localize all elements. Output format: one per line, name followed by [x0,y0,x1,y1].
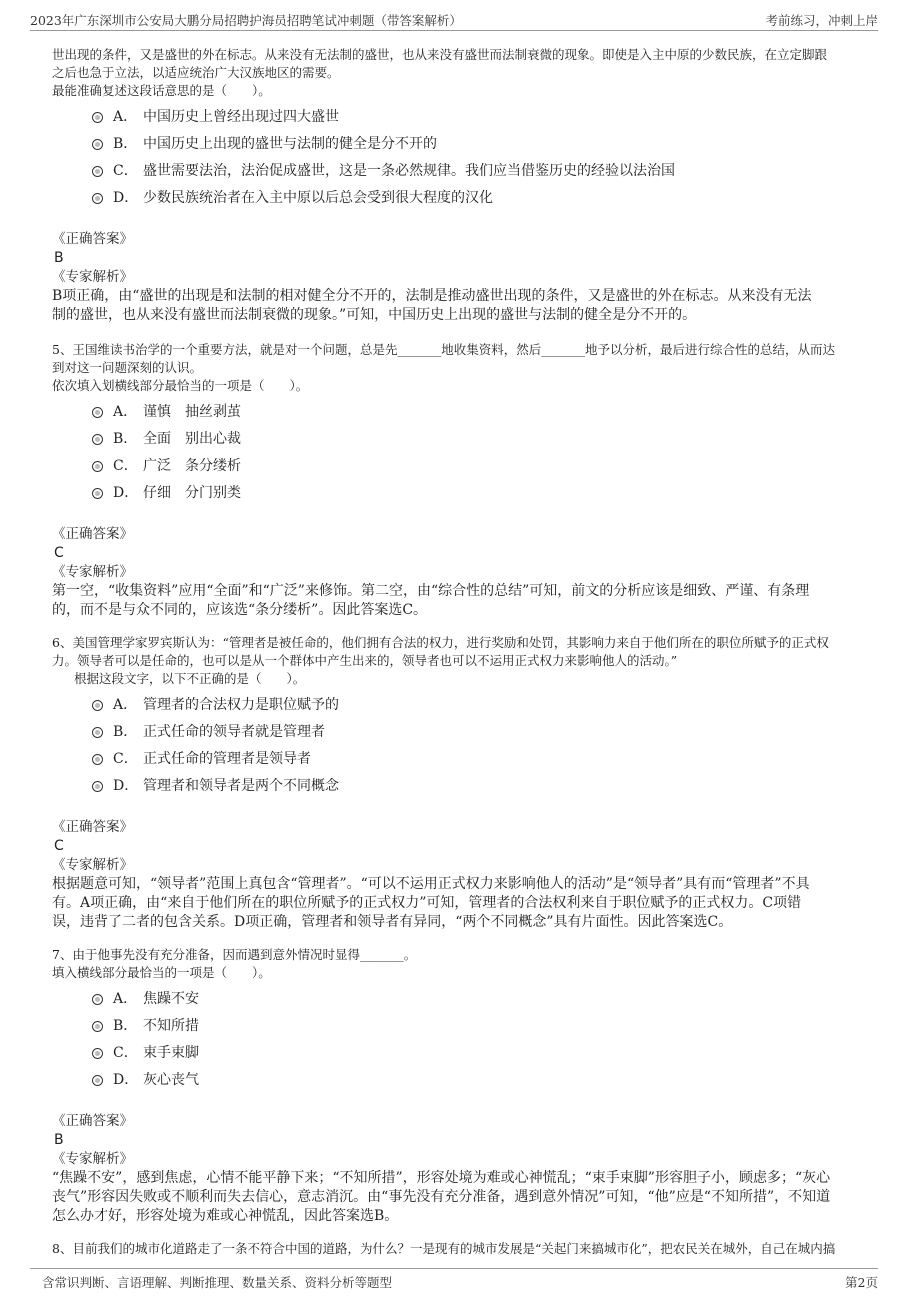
explanation-line: 第一空，“收集资料”应用“全面”和“广泛”来修饰。第二空，由“综合性的总结”可知，前文的分析应该是细致、严谨、有条理 [52,583,810,599]
option-c[interactable]: C． 束手束脚 [92,1040,872,1067]
option-a[interactable]: A． 焦躁不安 [92,986,872,1013]
answer-value: C [54,838,64,854]
radio-icon[interactable] [92,166,103,177]
question-text-line: 5、王国维读书治学的一个重要方法，就是对一个问题，总是先_______地收集资料，然后_______地予以分析，最后进行综合性的总结，从而达 [52,342,835,357]
question-prompt: 填入横线部分最恰当的一项是（ ）。 [52,965,271,980]
page-number: 第2页 [845,1275,878,1290]
radio-icon[interactable] [92,461,103,472]
question-text-line: 6、美国管理学家罗宾斯认为：“管理者是被任命的，他们拥有合法的权力，进行奖励和处罚，其影响力来自于他们所在的职位所赋予的正式权 [52,635,829,650]
radio-icon[interactable] [92,139,103,150]
option-d[interactable]: D． 仔细 分门别类 [92,480,872,507]
question-text-line: 之后也急于立法，以适应统治广大汉族地区的需要。 [52,65,340,80]
radio-icon[interactable] [92,112,103,123]
page-content [52,46,872,1258]
option-b[interactable]: B． 全面 别出心裁 [92,426,872,453]
page-header [30,8,878,31]
radio-icon[interactable] [92,1021,103,1032]
question-text-line: 8、目前我们的城市化道路走了一条不符合中国的道路，为什么？一是现有的城市发展是“关起门来搞城市化”，把农民关在城外，自己在城内搞 [52,1241,836,1256]
question-prompt: 根据这段文字，以下不正确的是（ ）。 [74,671,306,686]
answer-label: 《正确答案》 [52,231,133,247]
answer-label: 《正确答案》 [52,526,133,542]
radio-icon[interactable] [92,994,103,1005]
answer-label: 《正确答案》 [52,1113,133,1129]
answer-value: C [54,545,64,561]
radio-icon[interactable] [92,193,103,204]
option-a[interactable]: A． 管理者的合法权力是职位赋予的 [92,692,872,719]
option-list [92,986,872,1094]
option-list [92,104,872,212]
question-8 [52,1240,872,1258]
answer-block [52,525,872,620]
footer-topics: 含常识判断、言语理解、判断推理、数量关系、资料分析等题型 [42,1275,393,1290]
answer-value: B [54,1132,64,1148]
radio-icon[interactable] [92,700,103,711]
explanation-line: 根据题意可知，“领导者”范围上真包含“管理者”。“可以不运用正式权力来影响他人的活动”是“领导者”具有而“管理者”不具 [52,876,810,892]
question-text-line: 7、由于他事先没有充分准备，因而遇到意外情况时显得_______。 [52,947,417,962]
explanation-line: “焦躁不安”，感到焦虑，心情不能平静下来；“不知所措”，形容处境为难或心神慌乱；“束手束脚”形容胆子小，顾虑多；“灰心 [52,1170,831,1186]
radio-icon[interactable] [92,488,103,499]
option-c[interactable]: C． 广泛 条分缕析 [92,453,872,480]
radio-icon[interactable] [92,781,103,792]
explanation-line: B项正确，由“盛世的出现是和法制的相对健全分不开的，法制是推动盛世出现的条件，又是盛世的外在标志。从来没有无法 [52,288,812,304]
option-c[interactable]: C． 盛世需要法治，法治促成盛世，这是一条必然规律。我们应当借鉴历史的经验以法治国 [92,158,872,185]
header-slogan: 考前练习，冲刺上岸 [765,13,878,28]
explanation-line: 丧气”形容因失败或不顺利而失去信心，意志消沉。由“事先没有充分准备，遇到意外情况”可知，“他”应是“不知所措”，不知道 [52,1189,831,1205]
radio-icon[interactable] [92,727,103,738]
explanation-line: 有。A项正确，由“来自于他们所在的职位所赋予的正式权力”可知，管理者的合法权利来自于职位赋予的正式权力。C项错 [52,895,802,911]
explanation-label: 《专家解析》 [52,564,133,580]
question-prompt: 依次填入划横线部分最恰当的一项是（ ）。 [52,378,309,393]
explanation-label: 《专家解析》 [52,269,133,285]
question-7 [52,946,872,1226]
radio-icon[interactable] [92,1048,103,1059]
answer-value: B [54,250,64,266]
question-text-line: 世出现的条件，又是盛世的外在标志。从来没有无法制的盛世，也从来没有盛世而法制衰微的现象。即使是入主中原的少数民族，在立定脚跟 [52,47,828,62]
option-d[interactable]: D． 灰心丧气 [92,1067,872,1094]
explanation-label: 《专家解析》 [52,857,133,873]
radio-icon[interactable] [92,407,103,418]
option-d[interactable]: D． 管理者和领导者是两个不同概念 [92,773,872,800]
answer-block [52,230,872,325]
page-footer [30,1268,878,1293]
option-list [92,692,872,800]
option-b[interactable]: B． 中国历史上出现的盛世与法制的健全是分不开的 [92,131,872,158]
answer-block [52,1112,872,1226]
answer-label: 《正确答案》 [52,819,133,835]
radio-icon[interactable] [92,434,103,445]
option-c[interactable]: C． 正式任命的管理者是领导者 [92,746,872,773]
radio-icon[interactable] [92,1075,103,1086]
question-prompt: 最能准确复述这段话意思的是（ ）。 [52,83,271,98]
option-list [92,399,872,507]
explanation-line: 误，违背了二者的包含关系。D项正确，管理者和领导者有异同，“两个不同概念”具有片面性。因此答案选C。 [52,914,733,930]
question-6 [52,634,872,932]
question-text-line: 到对这一问题深刻的认识。 [52,360,203,375]
option-d[interactable]: D． 少数民族统治者在入主中原以后总会受到很大程度的汉化 [92,185,872,212]
question-5 [52,341,872,620]
question-continued [52,46,872,325]
explanation-line: 的，而不是与众不同的，应该选“条分缕析”。因此答案选C。 [52,602,428,618]
answer-block [52,818,872,932]
option-a[interactable]: A． 中国历史上曾经出现过四大盛世 [92,104,872,131]
radio-icon[interactable] [92,754,103,765]
option-a[interactable]: A． 谨慎 抽丝剥茧 [92,399,872,426]
option-b[interactable]: B． 不知所措 [92,1013,872,1040]
explanation-line: 制的盛世，也从来没有盛世而法制衰微的现象。”可知，中国历史上出现的盛世与法制的健全是分不开的。 [52,307,697,323]
question-text-line: 力。领导者可以是任命的，也可以是从一个群体中产生出来的，领导者也可以不运用正式权力来影响他人的活动。” [52,653,678,668]
option-b[interactable]: B． 正式任命的领导者就是管理者 [92,719,872,746]
explanation-label: 《专家解析》 [52,1151,133,1167]
document-title: 2023年广东深圳市公安局大鹏分局招聘护海员招聘笔试冲刺题（带答案解析） [30,13,462,28]
explanation-line: 怎么办才好，形容处境为难或心神慌乱，因此答案选B。 [52,1208,399,1224]
